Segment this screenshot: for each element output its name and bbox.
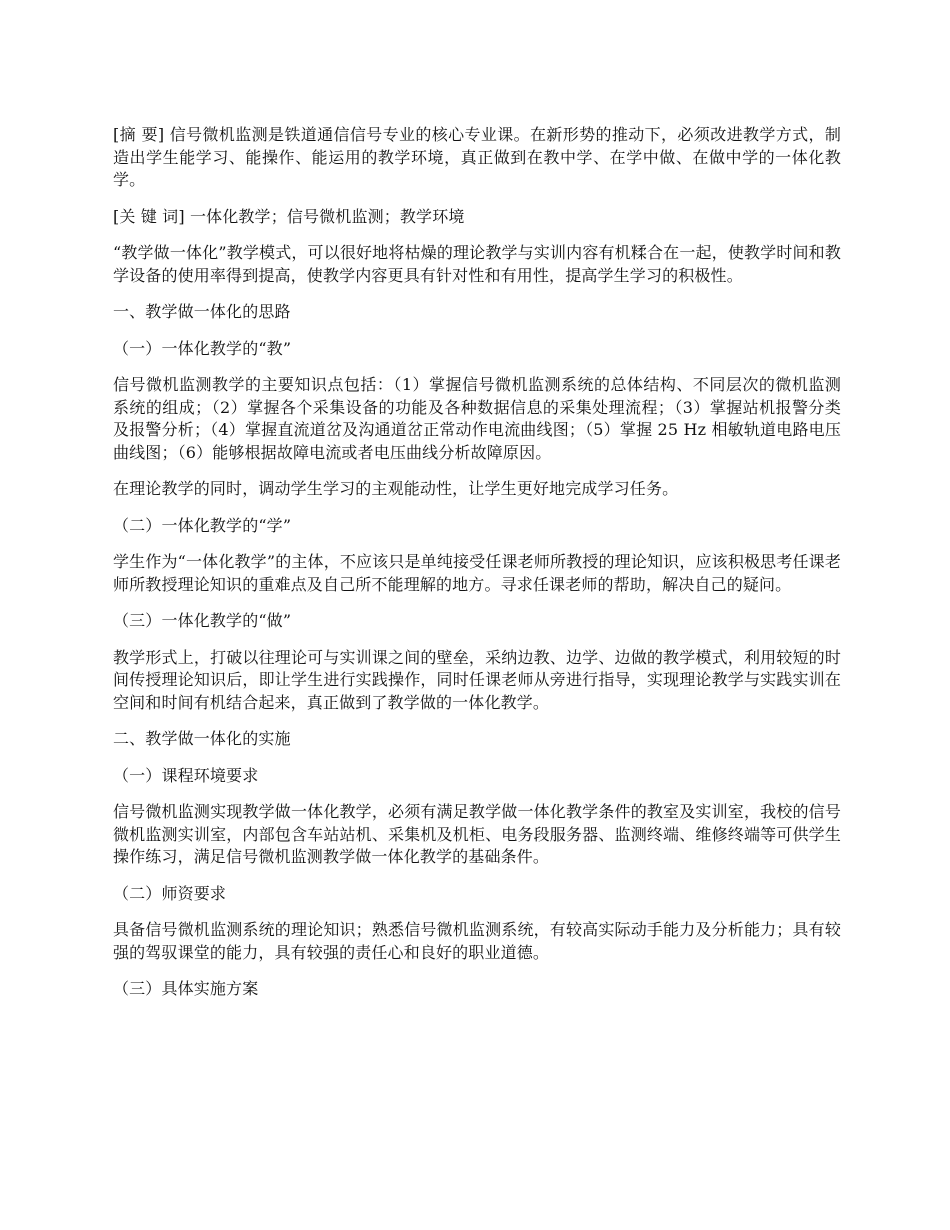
section-2-title: 二、教学做一体化的实施 — [113, 729, 291, 748]
section-1-sub-1-title: （一）一体化教学的“教” — [113, 338, 292, 358]
abstract-label: [摘 要] — [113, 125, 165, 144]
keywords-text: 一体化教学；信号微机监测；教学环境 — [184, 206, 465, 226]
section-2-sub-2-title: （二）师资要求 — [113, 883, 227, 903]
section-2-sub-2-paragraph-1: 具备信号微机监测系统的理论知识；熟悉信号微机监测系统，有较高实际动手能力及分析能力；具有较强的驾驭课堂的能力，具有较强的责任心和良好的职业道德。 — [113, 920, 841, 962]
abstract-text: 信号微机监测是铁道通信信号专业的核心专业课。在新形势的推动下，必须改进教学方式，制造出学生能学习、能操作、能运用的教学环境，真正做到在教中学、在学中做、在做中学的一体化教学。 — [113, 125, 841, 189]
section-1-title: 一、教学做一体化的思路 — [113, 302, 291, 321]
section-1-sub-1-paragraph-2: 在理论教学的同时，调动学生学习的主观能动性，让学生更好地完成学习任务。 — [113, 479, 679, 498]
section-1-sub-2-title: （二）一体化教学的“学” — [113, 515, 292, 535]
abstract-paragraph — [113, 124, 841, 192]
section-2-sub-3-title: （三）具体实施方案 — [113, 979, 259, 998]
section-1-sub-1-paragraph-1: 信号微机监测教学的主要知识点包括：（1）掌握信号微机监测系统的总体结构、不同层次的微机监测系统的组成；（2）掌握各个采集设备的功能及各种数据信息的采集处理流程；（3）掌握站机报警分类及报警分析；（4）掌握直流道岔及沟通道岔正常动作电流曲线图；（5）掌握 25 Hz 相敏轨道电路电压曲线图；（6）能够根据故障电流或者电压曲线分析故障原因。 — [113, 375, 841, 462]
section-2-sub-1-paragraph-1: 信号微机监测实现教学做一体化教学，必须有满足教学做一体化教学条件的教室及实训室，我校的信号微机监测实训室，内部包含车站站机、采集机及机柜、电务段服务器、监测终端、维修终端等可供学生操作练习，满足信号微机监测教学做一体化教学的基础条件。 — [113, 802, 841, 866]
keywords-paragraph — [113, 206, 841, 229]
section-2-sub-1-title: （一）课程环境要求 — [113, 765, 259, 785]
section-1-sub-3-paragraph-1: 教学形式上，打破以往理论可与实训课之间的壁垒，采纳边教、边学、边做的教学模式，利用较短的时间传授理论知识后，即让学生进行实践操作，同时任课老师从旁进行指导，实现理论教学与实践实训在空间和时间有机结合起来，真正做到了教学做的一体化教学。 — [113, 647, 841, 712]
section-1-sub-2-paragraph-1: 学生作为“一体化教学”的主体，不应该只是单纯接受任课老师所教授的理论知识，应该积极思考任课老师所教授理论知识的重难点及自己所不能理解的地方。寻求任课老师的帮助，解决自己的疑问。 — [113, 552, 841, 594]
keywords-label: [关 键 词] — [113, 206, 185, 226]
document-page — [113, 124, 841, 1015]
intro-paragraph: “教学做一体化”教学模式，可以很好地将枯燥的理论教学与实训内容有机糅合在一起，使教学时间和教学设备的使用率得到提高，使教学内容更具有针对性和有用性，提高学生学习的积极性。 — [113, 243, 841, 285]
section-1-sub-3-title: （三）一体化教学的“做” — [113, 611, 292, 630]
